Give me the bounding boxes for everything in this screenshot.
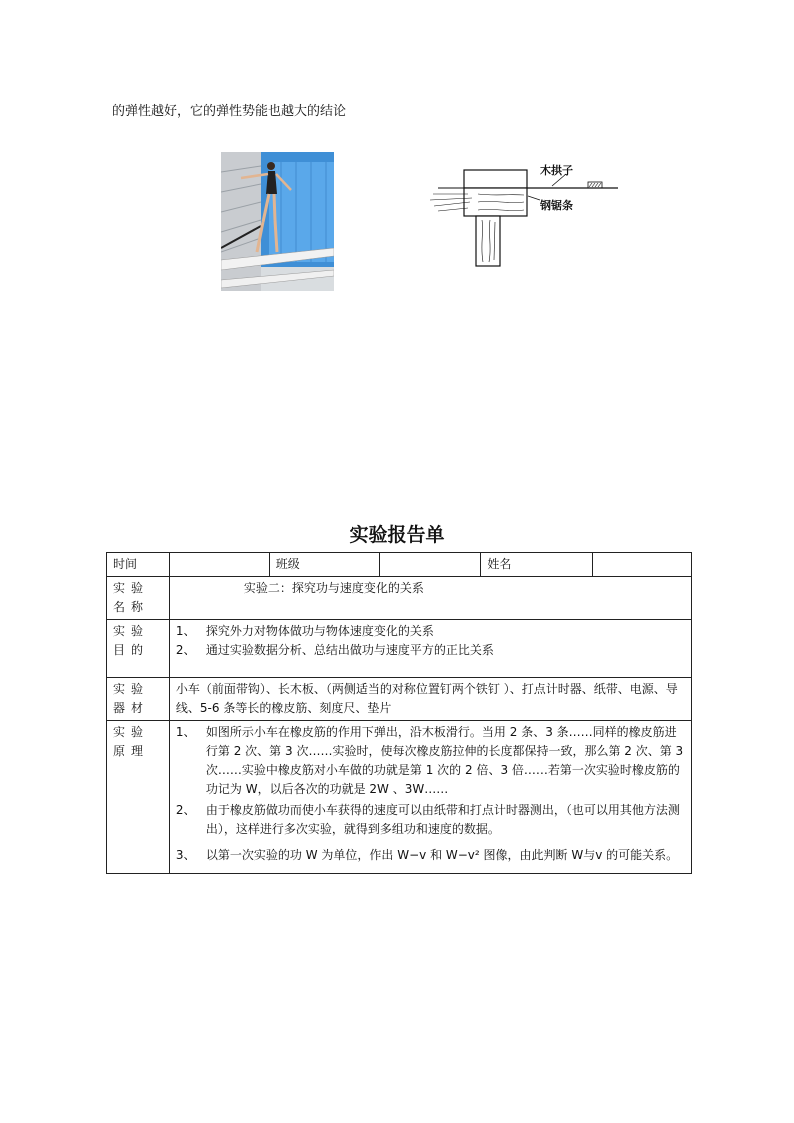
report-table [106, 552, 692, 874]
principle-item: 2、 由于橡皮筋做功而使小车获得的速度可以由纸带和打点计时器测出，（也可以用其他方法测出），这样进行多次实验，就得到多组功和速度的数据。 [175, 803, 680, 836]
purpose-row [107, 620, 692, 678]
experiment-name: 实验二：探究功与速度变化的关系 [169, 577, 691, 620]
equipment-text: 小车（前面带钩）、长木板、（两侧适当的对称位置钉两个铁钉 ）、打点计时器、纸带、电源、导线、5-6 条等长的橡皮筋、刻度尺、垫片 [169, 678, 691, 721]
time-field[interactable] [169, 553, 269, 577]
class-label: 班级 [269, 553, 379, 577]
header-row [107, 553, 692, 577]
purpose-item: 2、 通过实验数据分析、总结出做功与速度平方的正比关系 [175, 643, 494, 657]
intro-text: 的弹性越好，它的弹性势能也越大的结论 [112, 104, 347, 119]
purpose-label: 实验目的 [107, 620, 170, 678]
time-label: 时间 [107, 553, 170, 577]
principle-row [107, 721, 692, 874]
equipment-label: 实验器材 [107, 678, 170, 721]
equipment-row [107, 678, 692, 721]
name-field[interactable] [593, 553, 692, 577]
principle-item: 1、 如图所示小车在橡皮筋的作用下弹出，沿木板滑行。当用 2 条、3 条……同样的橡皮筋进行第 2 次、第 3 次……实验时，使每次橡皮筋拉伸的长度都保持一致，那么第 2 次、第 3 次……实验中橡皮筋对小车做的功就是第 1 次的 2 倍、3 倍……若第一次实验时橡皮筋的功记为 W，以后各次的功就是 2W 、3W…… [175, 725, 684, 796]
diver-photo [221, 152, 334, 291]
diagram-label-top: 木拱子 [540, 164, 573, 177]
springboard-diagram [428, 160, 618, 270]
experiment-name-row [107, 577, 692, 620]
diagram-label-bottom: 钢锯条 [540, 199, 573, 212]
principle-label: 实验原理 [107, 721, 170, 874]
experiment-name-label: 实验名称 [107, 577, 170, 620]
report-title: 实验报告单 [349, 524, 445, 546]
purpose-item: 1、 探究外力对物体做功与物体速度变化的关系 [175, 624, 434, 638]
principle-item: 3、 以第一次实验的功 W 为单位，作出 W−v 和 W−v² 图像，由此判断 W与v 的可能关系。 [175, 848, 679, 862]
name-label: 姓名 [481, 553, 593, 577]
class-field[interactable] [379, 553, 481, 577]
principle-cell [169, 721, 691, 874]
purpose-cell [169, 620, 691, 678]
